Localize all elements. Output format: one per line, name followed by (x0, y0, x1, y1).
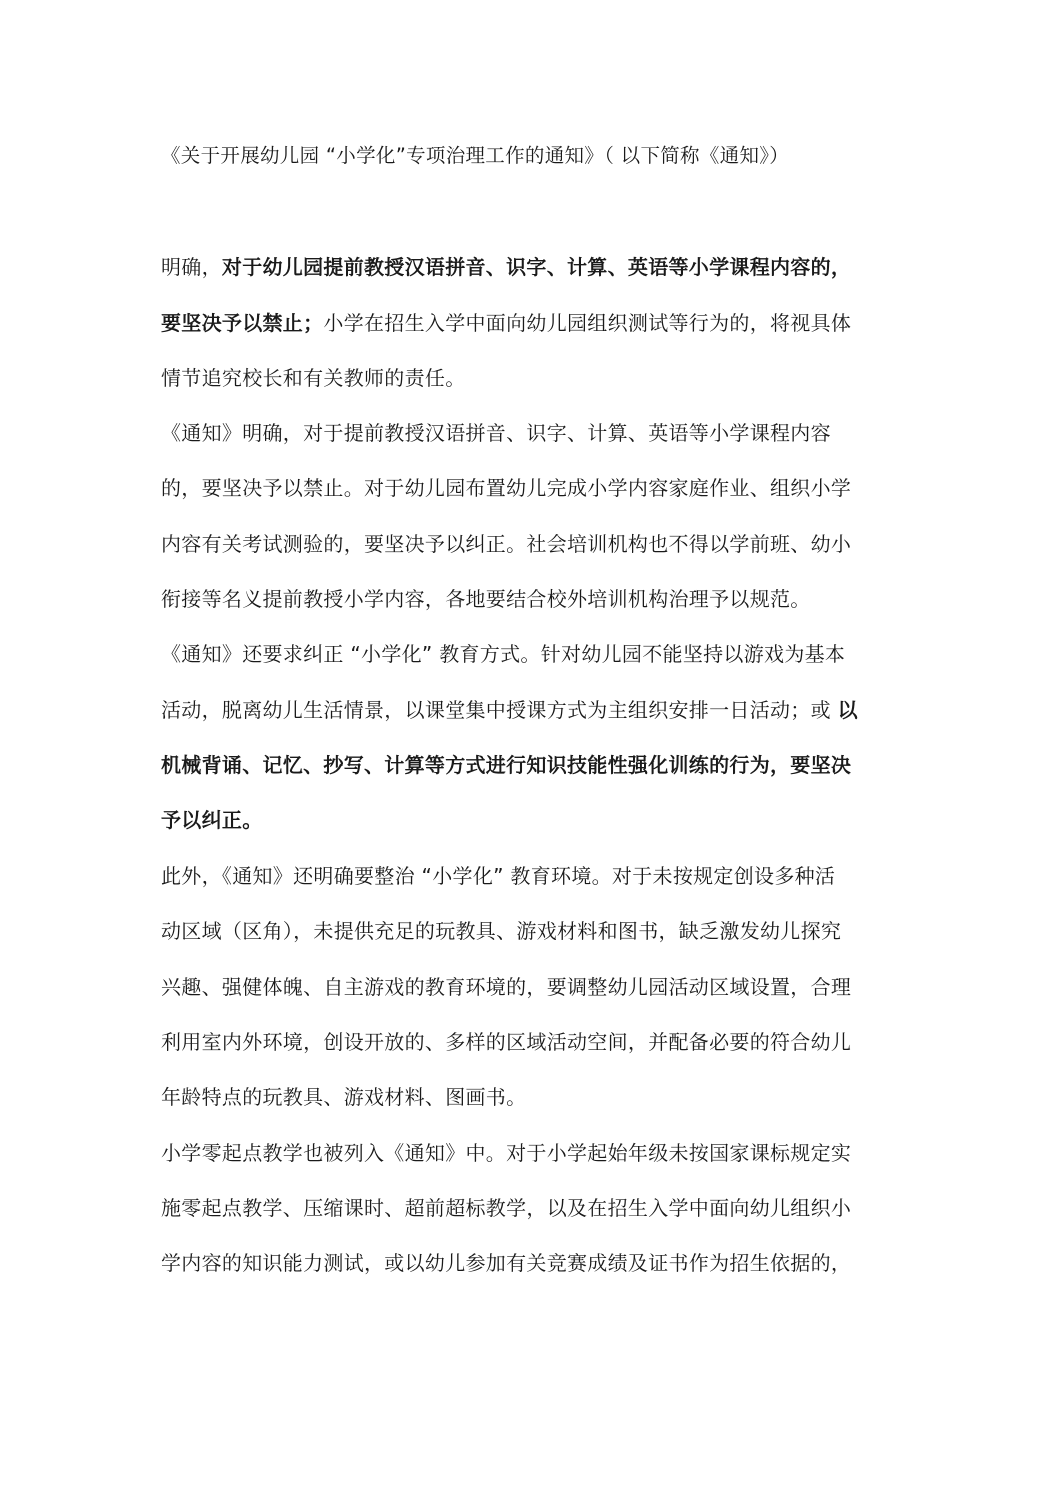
text-run: 明确， (161, 255, 222, 279)
paragraph-3-line-3: 机械背诵、记忆、抄写、计算等方式进行知识技能性强化训练的行为，要坚决 (161, 753, 852, 777)
document-title: 《关于开展幼儿园 “小学化”专项治理工作的通知》（ 以下简称《通知》） (161, 144, 790, 167)
paragraph-3-line-2 (161, 696, 858, 724)
text-run: 小学在招生入学中面向幼儿园组织测试等行为的，将视具体 (323, 311, 852, 335)
bold-text-run: 以 (837, 698, 858, 722)
paragraph-5-line-2: 施零起点教学、压缩课时、超前超标教学，以及在招生入学中面向幼儿组织小 (161, 1196, 852, 1220)
paragraph-2-line-3: 内容有关考试测验的，要坚决予以纠正。社会培训机构也不得以学前班、幼小 (161, 532, 852, 556)
paragraph-4-line-3: 兴趣、强健体魄、自主游戏的教育环境的，要调整幼儿园活动区域设置，合理 (161, 975, 852, 999)
bold-text-run: 对于幼儿园提前教授汉语拼音、识字、计算、英语等小学课程内容的， (221, 255, 852, 279)
paragraph-3-line-1: 《通知》还要求纠正 “小学化” 教育方式。针对幼儿园不能坚持以游戏为基本 (161, 642, 846, 666)
paragraph-1-line-2 (161, 309, 851, 337)
paragraph-2-line-1: 《通知》明确，对于提前教授汉语拼音、识字、计算、英语等小学课程内容 (161, 421, 831, 445)
paragraph-4-line-1: 此外，《通知》还明确要整治 “小学化” 教育环境。对于未按规定创设多种活 (161, 864, 836, 888)
paragraph-2-line-4: 衔接等名义提前教授小学内容，各地要结合校外培训机构治理予以规范。 (161, 587, 811, 611)
paragraph-1-line-3: 情节追究校长和有关教师的责任。 (161, 366, 466, 390)
bold-text-run: 要坚决予以禁止； (161, 311, 324, 335)
paragraph-1-line-1 (161, 253, 851, 281)
paragraph-3-line-4: 予以纠正。 (161, 808, 263, 832)
paragraph-4-line-5: 年龄特点的玩教具、游戏材料、图画书。 (161, 1085, 527, 1109)
paragraph-5-line-1: 小学零起点教学也被列入《通知》中。对于小学起始年级未按国家课标规定实 (161, 1141, 852, 1165)
paragraph-2-line-2: 的，要坚决予以禁止。对于幼儿园布置幼儿完成小学内容家庭作业、组织小学 (161, 476, 852, 500)
paragraph-5-line-3: 学内容的知识能力测试，或以幼儿参加有关竞赛成绩及证书作为招生依据的， (161, 1251, 852, 1275)
paragraph-4-line-4: 利用室内外环境，创设开放的、多样的区域活动空间，并配备必要的符合幼儿 (161, 1030, 852, 1054)
text-run: 活动，脱离幼儿生活情景，以课堂集中授课方式为主组织安排一日活动；或 (161, 698, 838, 722)
paragraph-4-line-2: 动区域（区角），未提供充足的玩教具、游戏材料和图书，缺乏激发幼儿探究 (161, 919, 842, 943)
